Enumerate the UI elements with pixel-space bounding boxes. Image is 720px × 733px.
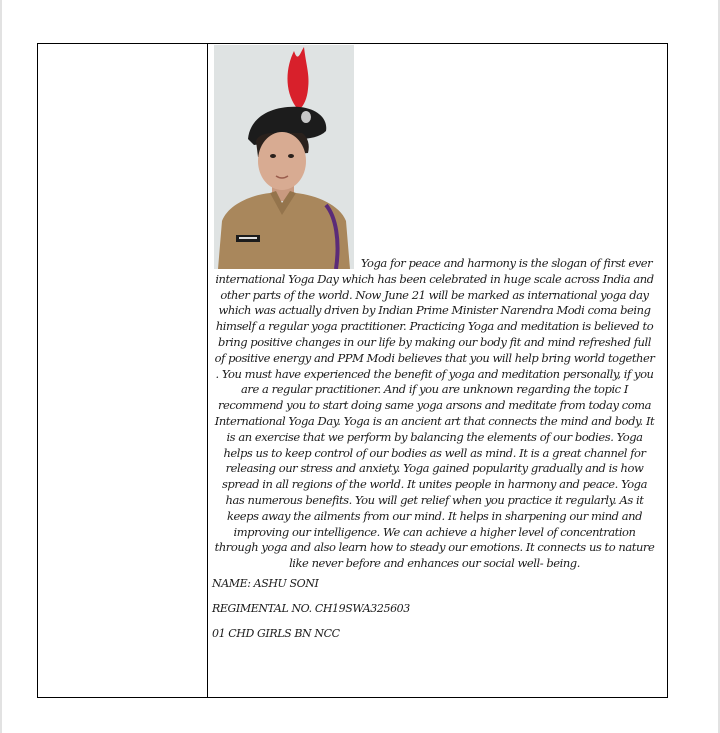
cadet-portrait-photo bbox=[214, 45, 354, 269]
page-edge-left bbox=[0, 0, 2, 733]
portrait-illustration bbox=[214, 45, 354, 269]
author-name: NAME: ASHU SONI bbox=[212, 577, 319, 590]
article-body-text: Yoga for peace and harmony is the slogan of first ever international Yoga Day which has been celebrated in huge scale across India and other parts of the world. Now June 21 will be marked as international yoga day which was actually driven by Indian Prime Minister Narendra Modi coma being himself a regular yoga practitioner. Practicing Yoga and meditation is believed to bring positive changes in our life by making our body fit and mind refreshed full of positive energy and PPM Modi believes that you will help bring world together . You must have experienced the benefit of yoga and meditation personally, if you are a regular practitioner. And if you are unknown regarding the topic I recommend you to start doing same yoga arsons and meditate from today coma International Yoga Day. Yoga is an ancient art that connects the mind and body. It is an exercise that we perform by balancing the elements of our bodies. Yoga helps us to keep control of our bodies as well as mind. It is a great channel for releasing our stress and anxiety. Yoga gained popularity gradually and is how spread in all regions of the world. It unites people in harmony and peace. Yoga has numerous benefits. You will get relief when you practice it regularly. As it keeps away the ailments from our mind. It helps in sharpening our mind and improving our intelligence. We can achieve a higher level of concentration through yoga and also learn how to steady our emotions. It connects us to nature like never before and enhances our social well- being. bbox=[214, 256, 655, 571]
table-right-cell bbox=[208, 44, 667, 697]
table-left-cell bbox=[38, 44, 208, 697]
article-body bbox=[212, 256, 657, 572]
unit-name: 01 CHD GIRLS BN NCC bbox=[212, 627, 340, 640]
document-table bbox=[37, 43, 668, 698]
regimental-number: REGIMENTAL NO. CH19SWA325603 bbox=[212, 602, 410, 615]
